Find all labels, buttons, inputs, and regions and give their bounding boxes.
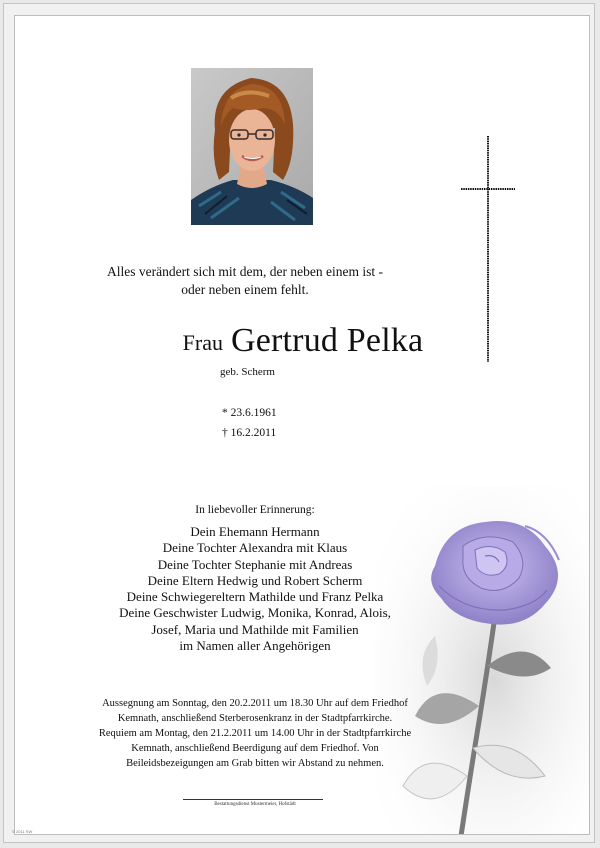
deceased-name xyxy=(15,322,590,360)
service-details xyxy=(15,696,495,771)
mourner-line: Deine Geschwister Ludwig, Monika, Konrad, Alois, xyxy=(119,605,391,621)
service-line: Aussegnung am Sonntag, den 20.2.2011 um 18.30 Uhr auf dem Friedhof xyxy=(102,698,408,709)
portrait-photo xyxy=(191,68,313,225)
mourner-line: Dein Ehemann Hermann xyxy=(190,524,320,539)
quote-line: oder neben einem fehlt. xyxy=(181,282,309,297)
name-prefix: Frau xyxy=(182,330,223,355)
mourners-list xyxy=(15,524,495,654)
maiden-name: geb. Scherm xyxy=(220,366,275,378)
mourner-line: Deine Eltern Hedwig und Robert Scherm xyxy=(147,572,363,588)
divider-line xyxy=(183,799,323,800)
full-name: Gertrud Pelka xyxy=(230,322,424,359)
mourner-line: Deine Tochter Alexandra mit Klaus xyxy=(162,540,348,556)
mourner-line: Josef, Maria und Mathilde mit Familien xyxy=(151,621,359,637)
mourner-line: Deine Schwiegereltern Mathilde und Franz Pelka xyxy=(126,589,384,605)
copyright-note: © 2011 SW xyxy=(12,829,33,834)
birth-date: * 23.6.1961 xyxy=(222,407,277,419)
mourner-line: im Namen aller Angehörigen xyxy=(179,638,331,654)
memorial-quote xyxy=(75,263,415,299)
obituary-card xyxy=(14,15,590,835)
death-date: † 16.2.2011 xyxy=(222,427,277,439)
service-line: Kemnath, anschließend Beerdigung auf dem Friedhof. Von xyxy=(131,743,379,754)
quote-line: Alles verändert sich mit dem, der neben einem ist - xyxy=(107,264,383,279)
page-frame xyxy=(3,3,595,843)
service-line: Requiem am Montag, den 21.2.2011 um 14.00 Uhr in der Stadtpfarrkirche xyxy=(98,728,412,739)
mourner-line: Deine Tochter Stephanie mit Andreas xyxy=(157,556,353,572)
service-line: Beileidsbezeigungen am Grab bitten wir Abstand zu nehmen. xyxy=(126,758,384,769)
service-line: Kemnath, anschließend Sterberosenkranz in der Stadtpfarrkirche. xyxy=(117,713,393,724)
memory-heading: In liebevoller Erinnerung: xyxy=(195,504,315,516)
undertaker-credit: Bestattungsdienst Mustermeier, Hofstädt xyxy=(214,802,296,807)
